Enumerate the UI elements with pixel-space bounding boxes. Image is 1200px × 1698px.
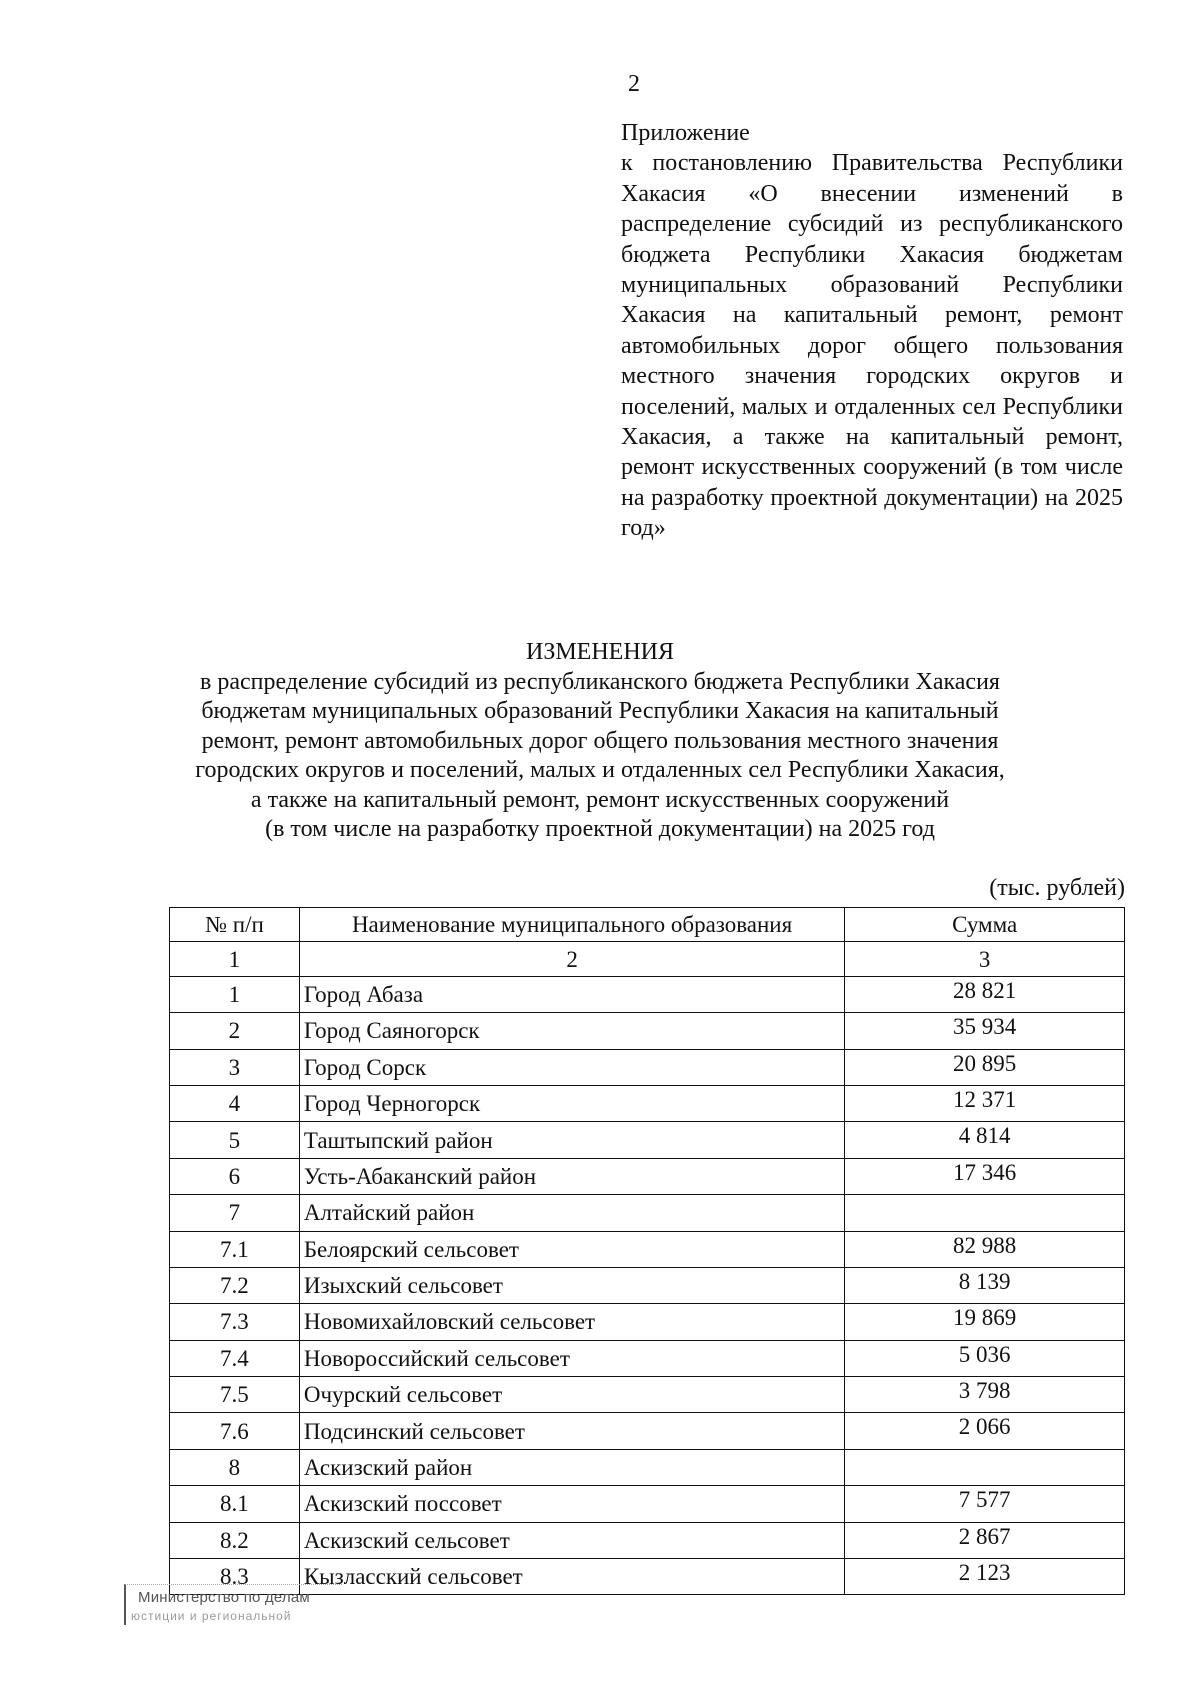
heading-subtitle-line: в распределение субсидий из республиканского бюджета Республики Хакасия — [200, 668, 1000, 695]
row-number: 8.1 — [170, 1486, 300, 1522]
heading-title: ИЗМЕНЕНИЯ — [525, 639, 675, 665]
heading-subtitle-line: ремонт, ремонт автомобильных дорог общего пользования местного значения — [201, 727, 999, 754]
row-municipality-name: Изыхский сельсовет — [299, 1267, 844, 1303]
appendix-label: Приложение — [621, 120, 750, 146]
row-number: 7.5 — [170, 1377, 300, 1413]
row-municipality-name: Новороссийский сельсовет — [299, 1340, 844, 1376]
row-municipality-name: Аскизский сельсовет — [299, 1522, 844, 1558]
row-municipality-name: Кызласский сельсовет — [299, 1559, 844, 1595]
row-sum: 20 895 — [845, 1049, 1125, 1085]
row-number: 1 — [170, 976, 300, 1012]
row-municipality-name: Город Сорск — [299, 1049, 844, 1085]
row-municipality-name: Очурский сельсовет — [299, 1377, 844, 1413]
row-sum: 3 798 — [845, 1377, 1125, 1413]
row-number: 4 — [170, 1085, 300, 1121]
table-row — [170, 1085, 1125, 1121]
heading-subtitle-line: (в том числе на разработку проектной документации) на 2025 год — [265, 816, 935, 842]
appendix-text: к постановлению Правительства Республики Хакасия «О внесении изменений в распределение субсидий из республиканского бюджета Республики Хакасия бюджетам муниципальных образований Республики Хакасия на капитальный ремонт, ремонт автомобильных дорог общего пользования местного значения городских округов и поселений, малых и отдаленных сел Республики Хакасия, а также на капитальный ремонт, ремонт искусственных сооружений (в том числе на разработку проектной документации) на 2025 год» — [621, 150, 1123, 542]
table-column-numbers-row — [170, 942, 1125, 976]
row-sum: 12 371 — [845, 1085, 1125, 1121]
row-sum — [845, 1449, 1125, 1485]
table-row — [170, 1267, 1125, 1303]
row-sum: 2 867 — [845, 1522, 1125, 1558]
row-number: 8.3 — [170, 1559, 300, 1595]
table-header-row — [170, 908, 1125, 942]
row-sum: 2 066 — [845, 1413, 1125, 1449]
units-label: (тыс. рублей) — [989, 875, 1125, 901]
row-number: 7.6 — [170, 1413, 300, 1449]
row-number: 5 — [170, 1122, 300, 1158]
table-row — [170, 1413, 1125, 1449]
table-row — [170, 1158, 1125, 1194]
row-sum: 17 346 — [845, 1158, 1125, 1194]
row-number: 7.3 — [170, 1304, 300, 1340]
row-municipality-name: Алтайский район — [299, 1195, 844, 1231]
header-municipality: Наименование муниципального образования — [299, 908, 844, 942]
registration-stamp — [124, 1584, 342, 1625]
row-number: 8.2 — [170, 1522, 300, 1558]
table-row — [170, 1195, 1125, 1231]
row-number: 7 — [170, 1195, 300, 1231]
column-number: 3 — [845, 942, 1125, 976]
subsidy-distribution-table — [169, 907, 1125, 1595]
row-municipality-name: Город Абаза — [299, 976, 844, 1012]
row-sum: 4 814 — [845, 1122, 1125, 1158]
heading-subtitle-line: бюджетам муниципальных образований Республики Хакасия на капитальный — [201, 698, 999, 724]
row-sum: 19 869 — [845, 1304, 1125, 1340]
document-heading — [150, 638, 1050, 845]
table-row — [170, 1522, 1125, 1558]
table-row — [170, 1486, 1125, 1522]
appendix-block — [621, 118, 1123, 544]
row-number: 8 — [170, 1449, 300, 1485]
page-number: 2 — [628, 71, 640, 97]
table-row — [170, 1013, 1125, 1049]
row-municipality-name: Аскизский район — [299, 1449, 844, 1485]
row-municipality-name: Таштыпский район — [299, 1122, 844, 1158]
table-row — [170, 1340, 1125, 1376]
table-row — [170, 1449, 1125, 1485]
column-number: 2 — [299, 942, 844, 976]
row-number: 7.2 — [170, 1267, 300, 1303]
row-sum: 8 139 — [845, 1267, 1125, 1303]
table-row — [170, 1122, 1125, 1158]
stamp-line-1: Министерство по делам — [138, 1589, 310, 1606]
row-sum: 35 934 — [845, 1013, 1125, 1049]
table-row — [170, 1231, 1125, 1267]
row-municipality-name: Новомихайловский сельсовет — [299, 1304, 844, 1340]
header-sum: Сумма — [845, 908, 1125, 942]
row-sum: 28 821 — [845, 976, 1125, 1012]
row-sum: 2 123 — [845, 1559, 1125, 1595]
table-body — [170, 976, 1125, 1595]
row-sum — [845, 1195, 1125, 1231]
row-municipality-name: Усть-Абаканский район — [299, 1158, 844, 1194]
table-row — [170, 976, 1125, 1012]
row-sum: 7 577 — [845, 1486, 1125, 1522]
row-municipality-name: Подсинский сельсовет — [299, 1413, 844, 1449]
row-number: 7.1 — [170, 1231, 300, 1267]
row-municipality-name: Город Черногорск — [299, 1085, 844, 1121]
table-row — [170, 1049, 1125, 1085]
row-municipality-name: Аскизский поссовет — [299, 1486, 844, 1522]
stamp-line-2: юстиции и региональной — [131, 1609, 292, 1623]
row-number: 2 — [170, 1013, 300, 1049]
row-number: 7.4 — [170, 1340, 300, 1376]
row-sum: 5 036 — [845, 1340, 1125, 1376]
row-municipality-name: Город Саяногорск — [299, 1013, 844, 1049]
row-municipality-name: Белоярский сельсовет — [299, 1231, 844, 1267]
row-number: 3 — [170, 1049, 300, 1085]
row-sum: 82 988 — [845, 1231, 1125, 1267]
column-number: 1 — [170, 942, 300, 976]
heading-subtitle-line: городских округов и поселений, малых и отдаленных сел Республики Хакасия, — [195, 757, 1005, 783]
table-row — [170, 1377, 1125, 1413]
row-number: 6 — [170, 1158, 300, 1194]
heading-subtitle-line: а также на капитальный ремонт, ремонт искусственных сооружений — [250, 786, 950, 813]
header-number: № п/п — [170, 908, 300, 942]
table-row — [170, 1304, 1125, 1340]
